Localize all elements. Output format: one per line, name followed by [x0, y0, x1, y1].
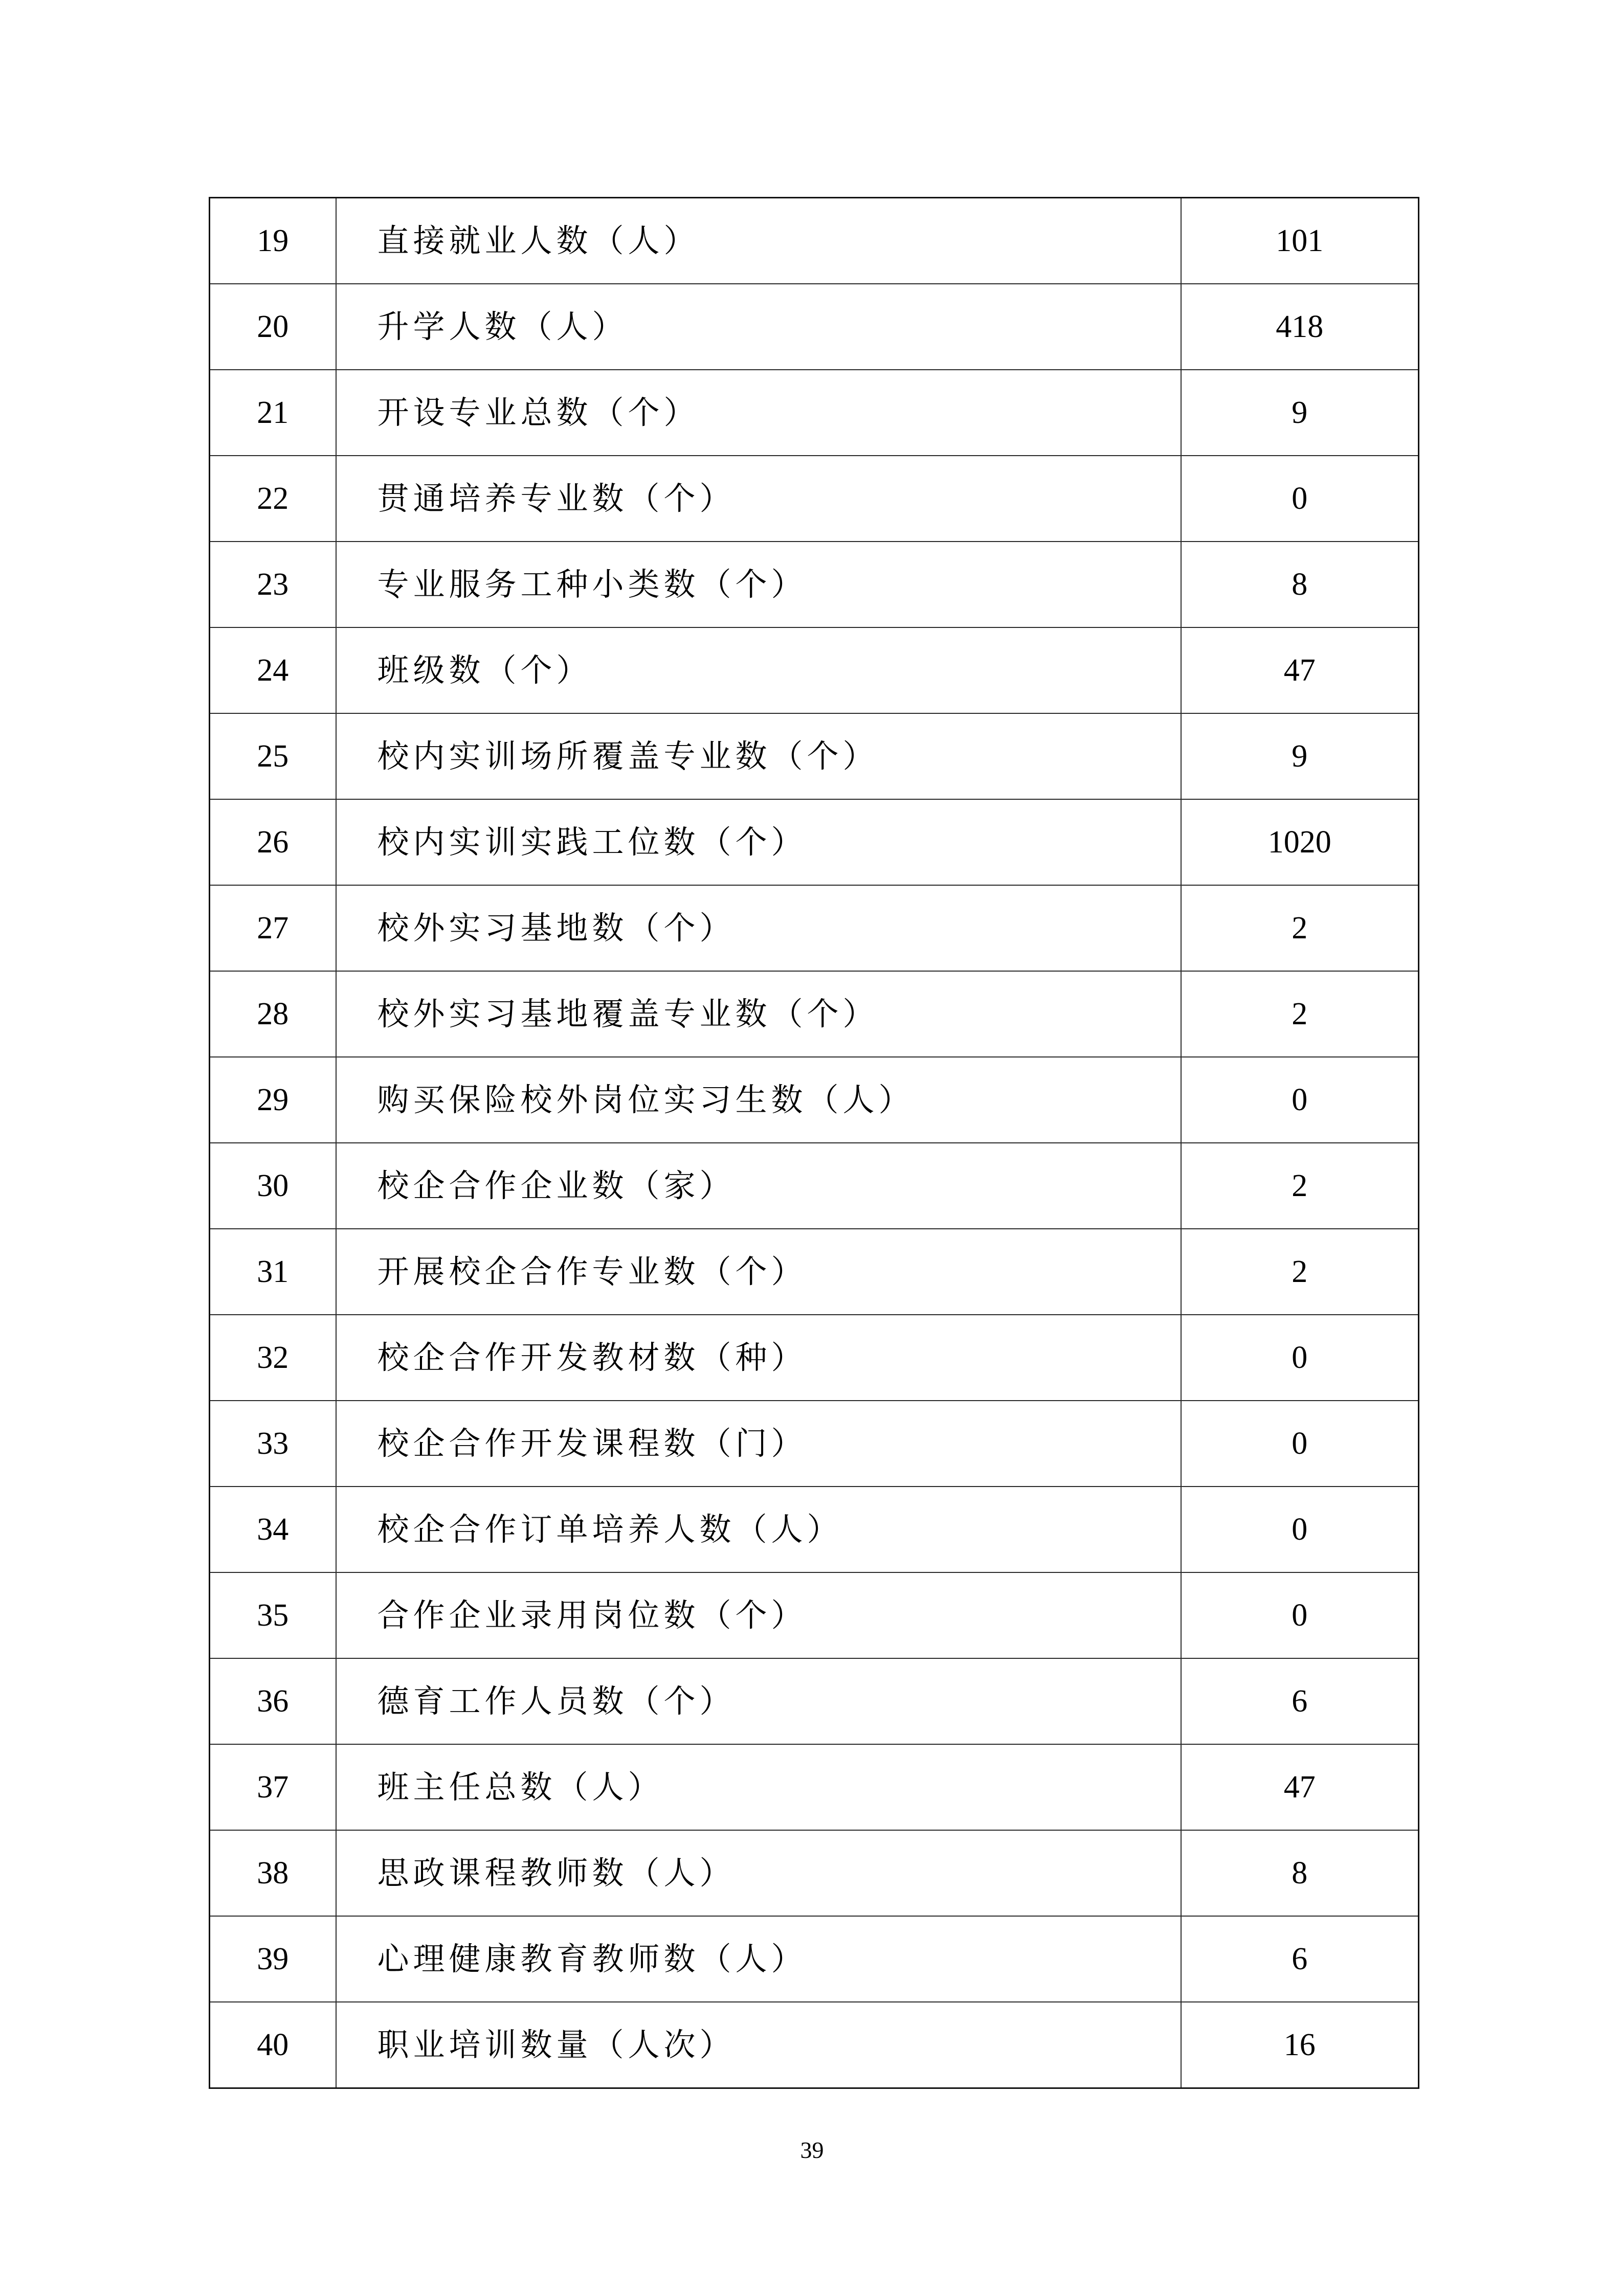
row-value: 8: [1181, 1830, 1419, 1916]
row-number: 24: [210, 627, 336, 713]
row-value: 101: [1181, 198, 1419, 284]
row-value: 0: [1181, 1315, 1419, 1401]
row-value: 6: [1181, 1916, 1419, 2002]
table-row: [210, 627, 1419, 713]
row-number: 27: [210, 885, 336, 971]
row-value: 47: [1181, 627, 1419, 713]
table-row: [210, 1658, 1419, 1744]
table-row: [210, 284, 1419, 370]
table-row: [210, 1916, 1419, 2002]
table-row: [210, 198, 1419, 284]
row-item-label: 校内实训场所覆盖专业数（个）: [336, 713, 1181, 799]
row-value: 16: [1181, 2002, 1419, 2088]
table-row: [210, 2002, 1419, 2088]
row-number: 23: [210, 542, 336, 627]
row-value: 47: [1181, 1744, 1419, 1830]
row-item-label: 专业服务工种小类数（个）: [336, 542, 1181, 627]
row-value: 6: [1181, 1658, 1419, 1744]
row-number: 38: [210, 1830, 336, 1916]
row-item-label: 校企合作订单培养人数（人）: [336, 1487, 1181, 1572]
row-item-label: 直接就业人数（人）: [336, 198, 1181, 284]
row-item-label: 校外实习基地覆盖专业数（个）: [336, 971, 1181, 1057]
row-number: 31: [210, 1229, 336, 1315]
row-value: 2: [1181, 885, 1419, 971]
row-number: 36: [210, 1658, 336, 1744]
row-item-label: 开展校企合作专业数（个）: [336, 1229, 1181, 1315]
table-row: [210, 1572, 1419, 1658]
row-value: 0: [1181, 1057, 1419, 1143]
row-value: 9: [1181, 370, 1419, 456]
table-row: [210, 1143, 1419, 1229]
row-number: 32: [210, 1315, 336, 1401]
row-number: 26: [210, 799, 336, 885]
table-row: [210, 542, 1419, 627]
row-item-label: 贯通培养专业数（个）: [336, 456, 1181, 542]
row-value: 2: [1181, 1229, 1419, 1315]
row-value: 9: [1181, 713, 1419, 799]
table-row: [210, 799, 1419, 885]
row-number: 34: [210, 1487, 336, 1572]
row-item-label: 合作企业录用岗位数（个）: [336, 1572, 1181, 1658]
row-number: 39: [210, 1916, 336, 2002]
table-row: [210, 1315, 1419, 1401]
row-item-label: 升学人数（人）: [336, 284, 1181, 370]
table-row: [210, 370, 1419, 456]
row-value: 0: [1181, 1572, 1419, 1658]
row-item-label: 购买保险校外岗位实习生数（人）: [336, 1057, 1181, 1143]
row-number: 21: [210, 370, 336, 456]
row-item-label: 德育工作人员数（个）: [336, 1658, 1181, 1744]
row-item-label: 思政课程教师数（人）: [336, 1830, 1181, 1916]
table-row: [210, 971, 1419, 1057]
row-item-label: 校企合作开发教材数（种）: [336, 1315, 1181, 1401]
row-number: 37: [210, 1744, 336, 1830]
table-row: [210, 1744, 1419, 1830]
table-body: [210, 198, 1419, 2088]
table-row: [210, 885, 1419, 971]
row-value: 0: [1181, 456, 1419, 542]
table-row: [210, 1830, 1419, 1916]
row-item-label: 班主任总数（人）: [336, 1744, 1181, 1830]
row-item-label: 校外实习基地数（个）: [336, 885, 1181, 971]
row-number: 40: [210, 2002, 336, 2088]
table-row: [210, 1487, 1419, 1572]
row-item-label: 校企合作企业数（家）: [336, 1143, 1181, 1229]
table-row: [210, 456, 1419, 542]
row-value: 1020: [1181, 799, 1419, 885]
row-value: 8: [1181, 542, 1419, 627]
statistics-table: [209, 197, 1419, 2089]
row-value: 2: [1181, 971, 1419, 1057]
row-item-label: 职业培训数量（人次）: [336, 2002, 1181, 2088]
row-value: 0: [1181, 1487, 1419, 1572]
row-value: 2: [1181, 1143, 1419, 1229]
page-number: 39: [800, 2137, 824, 2163]
row-number: 19: [210, 198, 336, 284]
row-item-label: 校内实训实践工位数（个）: [336, 799, 1181, 885]
row-number: 20: [210, 284, 336, 370]
row-item-label: 开设专业总数（个）: [336, 370, 1181, 456]
table-row: [210, 1229, 1419, 1315]
row-value: 418: [1181, 284, 1419, 370]
row-number: 28: [210, 971, 336, 1057]
row-number: 22: [210, 456, 336, 542]
row-item-label: 班级数（个）: [336, 627, 1181, 713]
row-item-label: 心理健康教育教师数（人）: [336, 1916, 1181, 2002]
row-number: 25: [210, 713, 336, 799]
row-number: 29: [210, 1057, 336, 1143]
table-row: [210, 713, 1419, 799]
row-value: 0: [1181, 1401, 1419, 1487]
row-number: 30: [210, 1143, 336, 1229]
row-item-label: 校企合作开发课程数（门）: [336, 1401, 1181, 1487]
table-row: [210, 1057, 1419, 1143]
row-number: 35: [210, 1572, 336, 1658]
row-number: 33: [210, 1401, 336, 1487]
table-row: [210, 1401, 1419, 1487]
